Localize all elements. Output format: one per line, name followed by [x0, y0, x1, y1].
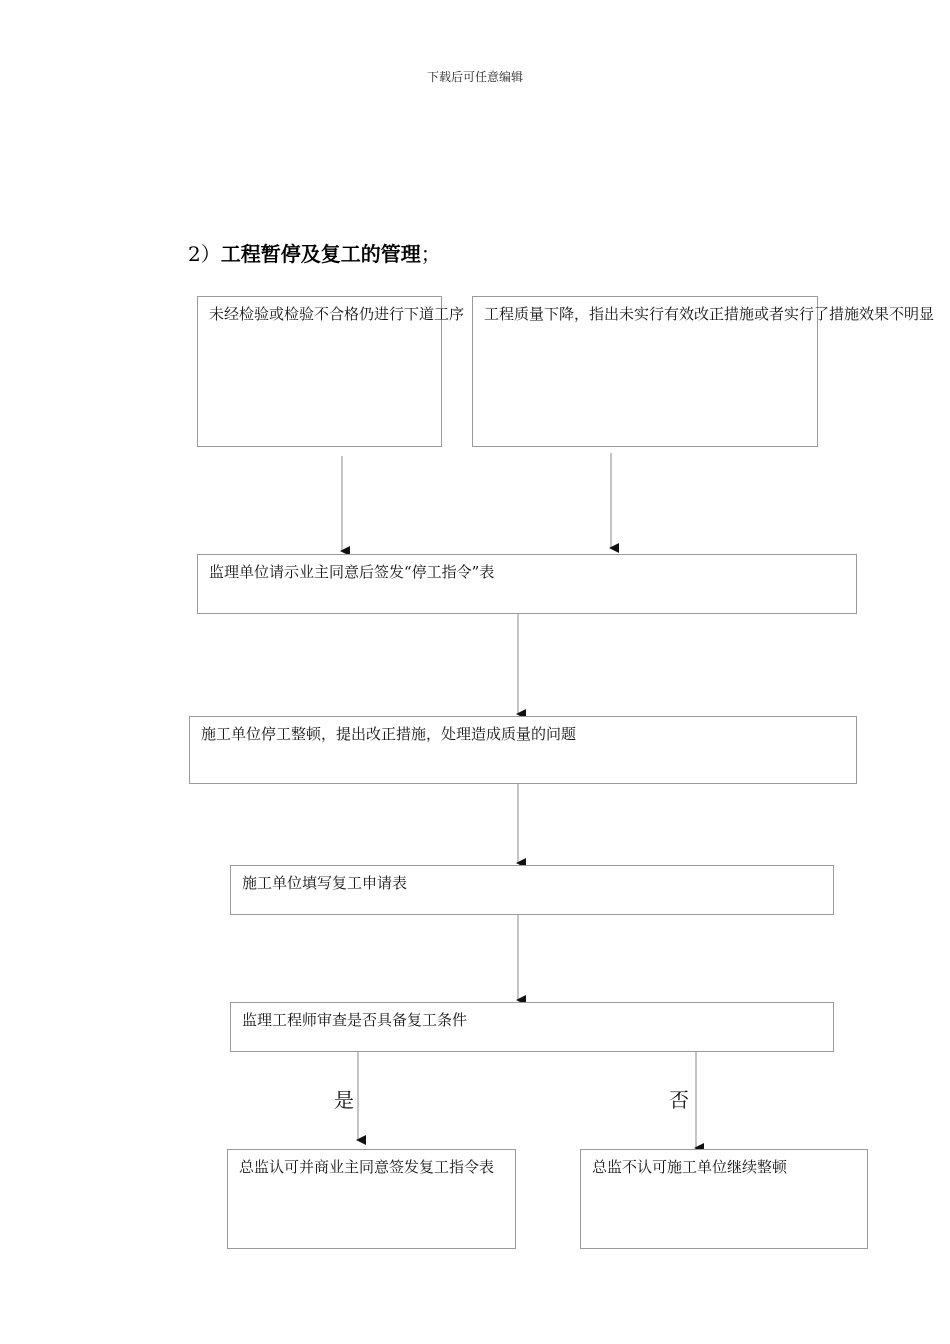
step-apply-resume-text: 施工单位填写复工申请表	[242, 874, 408, 892]
step-stop-order	[197, 554, 857, 614]
header-note: 下载后可任意编辑	[426, 70, 523, 84]
outcome-no-text: 总监不认可施工单位继续整顿	[592, 1158, 788, 1176]
outcome-no-box	[580, 1149, 868, 1249]
section-punct: ；	[420, 242, 441, 266]
step-rectify	[189, 716, 857, 784]
step-apply-resume	[230, 865, 834, 915]
step-stop-order-text: 监理单位请示业主同意后签发“停工指令”表	[209, 563, 495, 581]
section-heading: 工程暂停及复工的管理	[220, 242, 421, 266]
step-review	[230, 1002, 834, 1052]
trigger-text-1: 未经检验或检验不合格仍进行下道工序	[209, 305, 465, 323]
no-label: 否	[669, 1088, 689, 1112]
step-rectify-text: 施工单位停工整顿，提出改正措施，处理造成质量的问题	[201, 725, 577, 743]
outcome-yes-box	[227, 1149, 516, 1249]
trigger-box-2	[472, 296, 935, 447]
step-review-text: 监理工程师审查是否具备复工条件	[242, 1011, 468, 1029]
trigger-text-2: 工程质量下降，指出未实行有效改正措施或者实行了措施效果不明显	[484, 305, 935, 323]
yes-label: 是	[334, 1088, 354, 1112]
section-number: 2）	[188, 242, 221, 266]
trigger-box-1	[197, 296, 465, 447]
outcome-yes-text: 总监认可并商业主同意签发复工指令表	[239, 1158, 495, 1176]
